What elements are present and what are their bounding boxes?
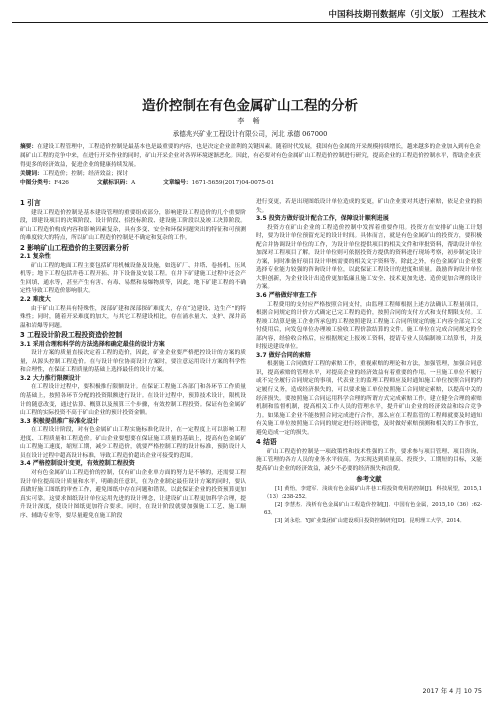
reference-item: [2] 李慧杰．浅析有色金属矿山工程造价控制[J]．中国有色金属，2015,10（36）:62-63． xyxy=(264,502,482,517)
running-head: 中国科技期刊数据库（引文版） 工程技术 xyxy=(328,9,486,19)
article-affiliation: 承德兆兴矿业工程设计有限公司，河北 承德 067000 xyxy=(172,130,328,138)
article-number: 文章编号：1671-5659(2017)04-0075-01 xyxy=(163,180,275,186)
subsection-heading: 3.4 严格控制设计变更，有效控制工程投资 xyxy=(20,460,135,468)
header-rule xyxy=(12,22,488,23)
subsection-heading: 2.1 复杂性 xyxy=(20,253,51,261)
paragraph: 工程费用的支付应严格按照合同支付，由监理工程师根据上述方法确认工程量项目，根据合同规定的计价方式确定已完工程的造价，按照合同的支付方式和支付期限支付。工程竣工结算是施工企业所承包的工程按照建设工程施工合同所规定的施工内容全部完工交付使用后，向发包单位办理竣工验收工程价款结算的文件。施工单位在完成合同规定的全部内容，经验收合格后，应根据规定上报竣工资料，提请专业人员编制竣工结算书，并及时报送建设单位。 xyxy=(256,301,482,351)
paragraph: 在工程设计过程中，要积极推行限额设计。在保证工程施工各部门和各环节工作质量的基础上，按照各环节分配的投资限额进行设计。在设计过程中，预算技术设计，限机设计的随意改变，通过估算、概算以及预算三个步骤，有效控制工程投资。保证有色金属矿山工程的实际投资不高于矿山企业的预计投资金额。 xyxy=(20,384,246,417)
paragraph: 根据施工合同做好工程的索赔工作，重视索赔的理论和方法，加强管理，加强合同意识，提高索赔的管理水平，对提高企业的经济效益有着重要的作用。一旦施工单位不履行或不完全履行合同规定的事项，代表业主的监理工程师应及时通知施工单位按照合同的约定履行义务，造成经济损失的，可以要求施工单位按照施工合同规定索赔，以提高中关的经济损失。要按照施工合同运用科学合理的所谓方式完成索赔工作。建立健全合理的索赔机制和监督机制，提高相关工作人员的管理水平，提升矿山企业的经济效益和综合竞争力。如果施工企业不能按照合同完成进行合作，那么应在工程监管的工程师就要及时通知有关施工单位按照施工合同的规定进行经济赔偿，及时做好索赔预测和相关的工作事宜，避免造成一定的损失。 xyxy=(256,361,482,436)
section-heading: 1 引言 xyxy=(20,199,41,207)
paragraph: 设计方案的质量直接决定着工程的造价，因此，矿业企业要严格把控设计的方案的质量，从源头控制工程造价。在与设计单位协商设计方案时，要注意运用设计方案的科学性和合理性，在保证工程质量的基础上选择最佳的设计方案。 xyxy=(20,350,246,374)
paragraph: 由于矿山工程具有特殊性，深部矿建和深部探矿难度大，存在“边建设、边生产”的特殊性；同时，随着开采难度的加大，与其它工程建设相比，存在涌水量大、支护、深井高温和岩爆等问题。 xyxy=(20,305,246,329)
paragraph: 对有色金属矿山工程造价的控制，仅有矿山企业单方面的努力是不够的，还需要工程设计单位提高设计质量和水平，明确责任意识，在为企业制定最佳设计方案的同时，要认真做好施工图纸的审查工作，避免图纸中存在问题和错误，以此保证企业的投资预算更加真实可靠。这要求图纸设计单位运用先进的设计理念，让建设矿山工程更加科学合理，提升设计深度，使设计图纸更加符合要求。同时，在设计阶段就要加强施工工艺、施工顺序、辅助专业等，要尽量避免在施工阶段 xyxy=(20,469,246,519)
references-title: 参考文献 xyxy=(356,475,382,483)
clc-number: 中图分类号：F426 xyxy=(20,180,69,186)
classification-row xyxy=(20,179,482,188)
article-title: 造价控制在有色金属矿山工程的分析 xyxy=(142,98,358,114)
subsection-heading: 3.6 严格做好审查工作 xyxy=(256,292,317,300)
keywords-label: 关键词： xyxy=(20,171,43,177)
keywords-text: 工程造价；控制；经济效益；探讨 xyxy=(42,171,129,177)
paragraph: 进行变更，若是出现图纸设计单位造成的变更，矿山企业要对其进行索赔，依足企业的损失。 xyxy=(256,199,482,214)
page-folio: 2017 年 4 月 10 75 xyxy=(422,687,482,695)
section-heading: 2 影响矿山工程造价的主要因素分析 xyxy=(20,243,130,252)
abstract-text: 在建设工程管理中，工程造价控制是最基本也是最重要的内容，也是决定企业盈利的关键因素。随着时代发展，我国有色金属的开采规模持续增长，越来越多的企业加入到有色金属矿山工程的竞争中来，在进行开采作业的同时，矿山开采企业对各界环境逐渐恶化。因此，有必要对有色金属矿山工程造价控制进行研究，提高企业的工程造价控制水平，帮助企业获得更多的经济效益，促进企业的健康持续发展。 xyxy=(20,144,481,168)
paragraph: 投资方在矿山企业的工程造价控制中发挥着重要作用。投资方在安排矿山施工计划时，要为设计单位预留充足的设计时间。具体而言，就是有色金属矿山的投资方，要积极配合并协调设计单位的工作，为设计单位提供项目的相关文件和审批资料，帮助设计单位加深对工程项目了解。设计单位则可依据投资方提供的资料进行现场考察，初步制定设计方案，同时准备好项目设计审核需要的相关文字资料等。除此之外，有色金属矿山企业要选择专业能力较强的咨询设计单位，以此保证工程设计的进度和质量。鼓励咨询设计单位大胆创新，为企业设计出造价更加低廉且施工安全、技术更加先进、造价更加合理的设计方案。 xyxy=(256,224,482,291)
abstract xyxy=(20,143,482,170)
subsection-heading: 3.2 大力推行限额设计 xyxy=(20,374,81,382)
subsection-heading: 3.3 积极提倡推广标准化设计 xyxy=(20,417,99,425)
left-column xyxy=(20,198,246,525)
paragraph: 建设工程造价控制是基本建设管理的重要组成部分，影响建设工程造价的几个重要阶段，即建设项目的决策阶段、设计阶段、招投标阶段、建设施工阶段以及竣工决算阶段。矿山工程造价构成内容和影响因素复杂，具有多变、安全和环保问题突出的特征和可预测的难度较大的特点，所以矿山工程造价控制是不确定和复杂的工作。 xyxy=(20,209,246,242)
abstract-block xyxy=(20,143,482,188)
body-columns xyxy=(20,198,482,525)
reference-item: [3] 刘永松．YJ矿业集团矿山建设项目投资控制研究[D]．昆明理工大学，2014． xyxy=(275,518,466,525)
subsection-heading: 3.5 投资方做好设计配合工作，保障设计顺利进展 xyxy=(256,215,389,223)
reference-item: [1] 黄怡，李建军．浅谈有色金属矿山井巷工程投资费用的控制[J]．科技展望，2015,1（13）:238-252． xyxy=(264,486,482,501)
subsection-heading: 3.1 采用合理和科学的方法选择和确定最佳的设计方案 xyxy=(20,340,165,348)
right-column xyxy=(256,198,482,525)
paragraph: 矿山工程造价控制是一项政策性和技术性强的工作，要求参与项目管理、项目咨询、施工管理的各方人员的业务水平较高。为实现达到质量高、投资少、工期短的目标，又能提高矿山企业的经济效益，减少不必要的经济损失和浪费。 xyxy=(256,448,482,472)
abstract-label: 摘要： xyxy=(20,144,38,150)
article-author: 李 畅 xyxy=(237,117,263,125)
subsection-heading: 3.7 做好合同的索赔 xyxy=(256,351,311,359)
document-code: 文献标识码：A xyxy=(96,180,136,186)
subsection-heading: 2.2 难度大 xyxy=(20,296,51,304)
keywords xyxy=(20,170,482,179)
paragraph: 矿山工程的地面工程主要包括矿用机械设备及设施，如选矿厂、井塔、卷扬机、压风机等；地下工程包括井巷工程开拓、井下设备及安装工程。在井下矿建施工过程中还会产生回填、通水等，甚至产生有害、有毒、易燃和易爆物质等，因此，地下矿建工程的不确定性导致工程造价影响很大。 xyxy=(20,262,246,295)
paragraph: 在工程设计阶段，对有色金属矿山工程实施标准化设计，在一定程度上可以影响工程进度、工程质量和工程造价。矿山企业要想要在保证施工质量的基础上，提高有色金属矿山工程施工速度，缩短工期，减少工程造价，就要严格控制工程的设计标准，预防设计人员在设计过程中超高设计标准，导致工程造价超出企业可接受的范围。 xyxy=(20,427,246,459)
section-heading: 4 结语 xyxy=(256,438,277,447)
section-heading: 3 工程设计阶段工程投资造价控制 xyxy=(20,331,123,340)
